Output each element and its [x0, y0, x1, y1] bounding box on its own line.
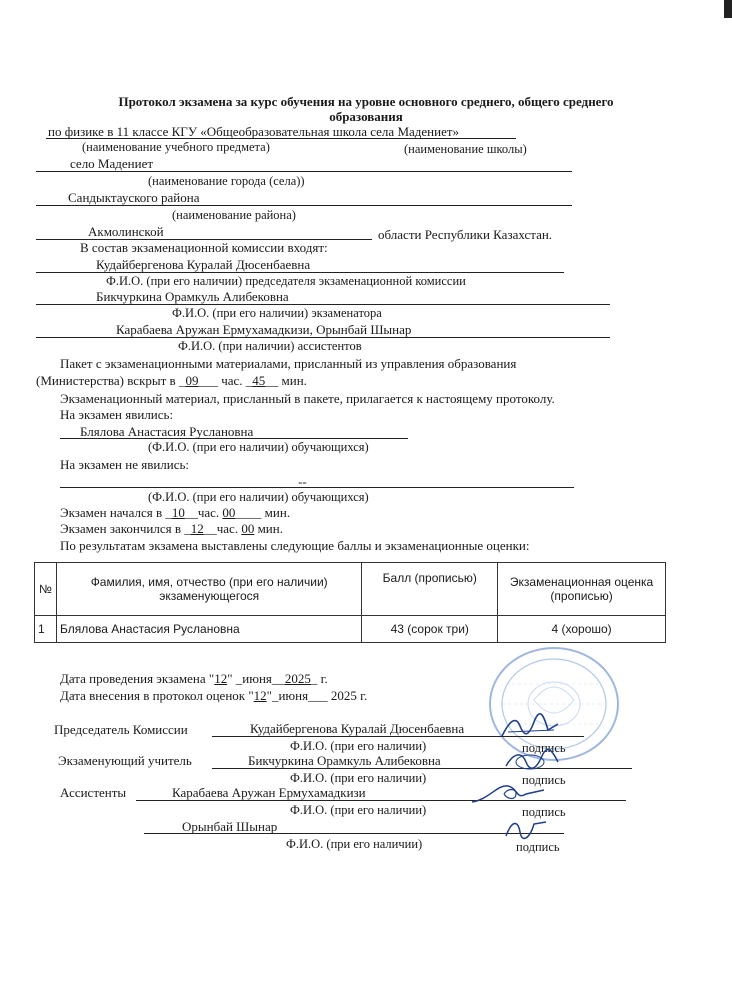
end-hour: 12	[190, 521, 204, 536]
end-min: 00	[241, 521, 255, 536]
exam-date-year: 2025	[284, 671, 311, 686]
opened-min: 45	[252, 373, 266, 388]
protocol-title-line2: образования	[329, 109, 403, 124]
opened-hour: 09	[185, 373, 199, 388]
assist-fio-hint2: Ф.И.О. (при его наличии)	[286, 837, 423, 851]
teacher-fio-hint: Ф.И.О. (при его наличии)	[290, 771, 427, 785]
teacher-label: Экзаменующий учитель	[58, 753, 192, 768]
examiner-name: Бикчуркина Орамкуль Алибековна	[96, 289, 289, 304]
assistants-names: Карабаева Аружан Ермухамадкизи, Орынбай Шынар	[116, 322, 412, 337]
examiner-underline	[36, 304, 610, 305]
absent-label: На экзамен не явились:	[60, 457, 190, 472]
header-grade: Экзаменационная оценка (прописью)	[498, 563, 666, 616]
header-number: №	[35, 563, 57, 616]
absent-underline	[60, 487, 574, 488]
assist-sign-hint2: подпись	[516, 840, 560, 854]
protocol-title-line1: Протокол экзамена за курс обучения на уровне основного среднего, общего среднего	[118, 94, 614, 109]
results-table	[34, 562, 666, 643]
cell-number: 1	[35, 616, 57, 643]
chair-sign-hint: подпись	[522, 741, 566, 755]
chair-fio-hint: Ф.И.О. (при его наличии)	[290, 739, 427, 753]
subject-school-line: по физике в 11 классе КГУ «Общеобразовательная школа села Мадениет»	[48, 124, 460, 139]
start-min: 00	[222, 505, 236, 520]
hint-students-present: (Ф.И.О. (при его наличии) обучающихся)	[148, 440, 369, 454]
chair-signature-icon	[498, 712, 562, 744]
present-student: Блялова Анастасия Руслановна	[80, 424, 254, 439]
teacher-signature-icon	[500, 746, 564, 776]
hint-subject: (наименование учебного предмета)	[82, 140, 270, 154]
absent-value: --	[298, 474, 307, 489]
teacher-underline	[212, 768, 632, 769]
present-underline	[60, 438, 408, 439]
assistants-underline	[36, 337, 610, 338]
assist-fio-hint1: Ф.И.О. (при его наличии)	[290, 803, 427, 817]
assist-name2: Орынбай Шынар	[182, 819, 278, 834]
district-underline	[36, 205, 572, 206]
cell-grade: 4 (хорошо)	[498, 616, 666, 643]
assistant1-signature-icon	[468, 776, 548, 810]
chairman-underline	[36, 272, 564, 273]
start-hour: 10	[171, 505, 185, 520]
teacher-name: Бикчуркина Орамкуль Алибековна	[248, 753, 441, 768]
exam-date-day: 12	[214, 671, 228, 686]
results-intro: По результатам экзамена выставлены следующие баллы и экзаменационные оценки:	[60, 538, 530, 553]
exam-end-line: Экзамен закончился в _12__час. 00 мин.	[60, 521, 283, 536]
assist-name1: Карабаева Аружан Ермухамадкизи	[172, 785, 366, 800]
entry-date-line: Дата внесения в протокол оценок "12"_июня___ 2025 г.	[60, 688, 368, 703]
assist-underline2	[144, 833, 564, 834]
chair-name: Кудайбергенова Куралай Дюсенбаевна	[250, 721, 465, 736]
table-row	[35, 616, 666, 643]
region-suffix: области Республики Казахстан.	[378, 227, 553, 242]
package-line2: (Министерства) вскрыт в _09___ час. _45__ мин.	[36, 373, 307, 388]
commission-intro: В состав экзаменационной комиссии входят:	[80, 240, 328, 255]
district-name: Сандыктауского района	[68, 190, 200, 205]
assist-label: Ассистенты	[60, 785, 127, 800]
hint-assistants: Ф.И.О. (при наличии) ассистентов	[178, 339, 362, 353]
assistant2-signature-icon	[502, 814, 552, 844]
exam-date-line: Дата проведения экзамена "12" _июня__2025_ г.	[60, 671, 328, 686]
cell-student: Блялова Анастасия Руслановна	[56, 616, 361, 643]
cell-score: 43 (сорок три)	[362, 616, 498, 643]
hint-students-absent: (Ф.И.О. (при его наличии) обучающихся)	[148, 490, 369, 504]
hint-city: (наименование города (села))	[148, 174, 305, 188]
exam-start-line: Экзамен начался в _10__час. 00____ мин.	[60, 505, 291, 520]
hint-school: (наименование школы)	[404, 142, 527, 156]
chair-label: Председатель Комиссии	[54, 722, 188, 737]
entry-date-day: 12	[253, 688, 267, 703]
village-underline	[36, 171, 572, 172]
village-name: село Мадениет	[70, 156, 154, 171]
entry-date-year: 2025	[330, 688, 357, 703]
assist-underline1	[136, 800, 626, 801]
hint-district: (наименование района)	[172, 208, 296, 222]
hint-examiner: Ф.И.О. (при его наличии) экзаменатора	[172, 306, 382, 320]
hint-chairman: Ф.И.О. (при его наличии) председателя экзаменационной комиссии	[106, 274, 466, 288]
teacher-sign-hint: подпись	[522, 773, 566, 787]
chairman-name: Кудайбергенова Куралай Дюсенбаевна	[96, 257, 311, 272]
assist-sign-hint1: подпись	[522, 805, 566, 819]
scan-edge-mark	[724, 0, 732, 18]
present-label: На экзамен явились:	[60, 407, 174, 422]
header-student: Фамилия, имя, отчество (при его наличии) экзаменующегося	[56, 563, 361, 616]
subject-underline	[46, 138, 516, 139]
header-score: Балл (прописью)	[362, 563, 498, 616]
region-name: Акмолинской	[88, 224, 164, 239]
table-header-row	[35, 563, 666, 616]
package-line1: Пакет с экзаменационными материалами, присланный из управления образования	[60, 356, 517, 371]
material-line: Экзаменационный материал, присланный в пакете, прилагается к настоящему протоколу.	[60, 391, 555, 406]
